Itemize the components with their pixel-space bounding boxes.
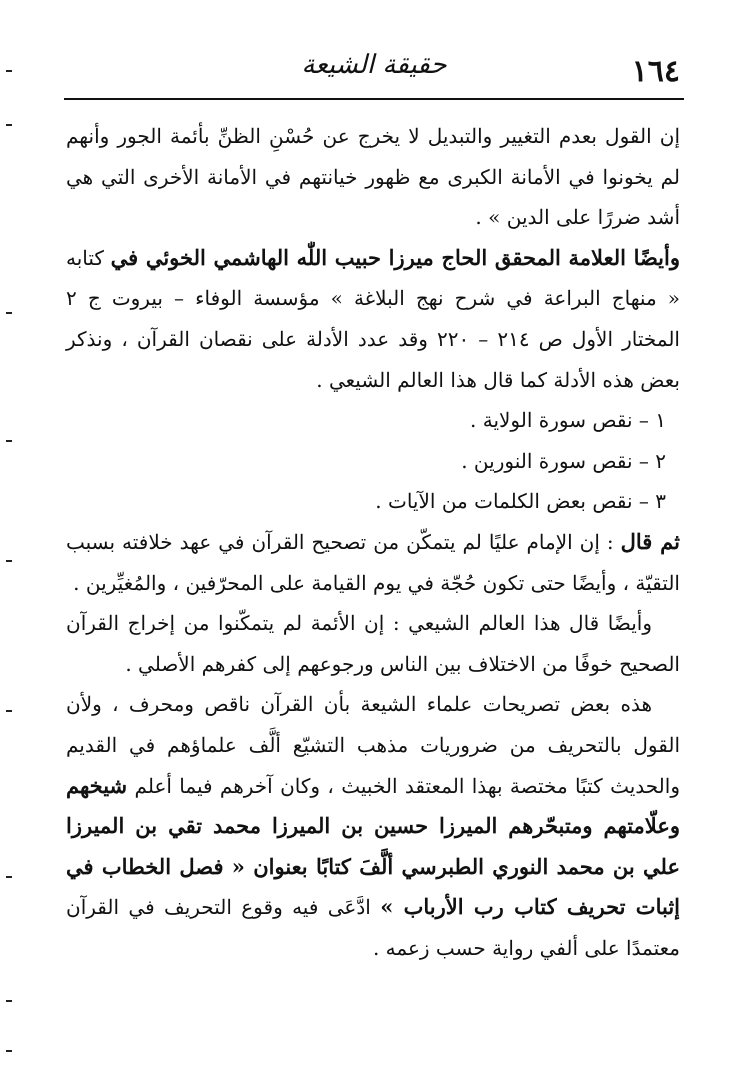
text-run: : إن الإمام عليًا لم يتمكّن من تصحيح القرآن في عهد خلافته بسبب التقيّة ، وأيضًا حتى تكون حُجّة في يوم القيامة على المحرّفين ، والمُغيِّرين . — [66, 529, 680, 595]
text-run: ادَّعَى فيه وقوع التحريف في القرآن معتمدًا على ألفي رواية حسب زعمه . — [66, 895, 680, 960]
list-item — [66, 481, 680, 522]
bold-text-run: وأيضًا العلامة المحقق الحاج ميرزا حبيب اللّٰه الهاشمي الخوئي في — [110, 244, 681, 270]
margin-mark — [6, 1050, 12, 1052]
paragraph — [66, 684, 680, 968]
text-run: إن القول بعدم التغيير والتبديل لا يخرج عن حُسْنِ الظنِّ بأئمة الجور وأنهم لم يخونوا في الأمانة الكبرى مع ظهور خيانتهم في الأمانة الأخرى التي هي أشد ضررًا على الدين » . — [66, 124, 680, 230]
paragraph — [66, 522, 680, 603]
body-text — [66, 116, 680, 968]
text-run: وأيضًا قال هذا العالم الشيعي : إن الأئمة لم يتمكّنوا من إخراج القرآن الصحيح خوفًا من الاختلاف بين الناس ورجوعهم إلى كفرهم الأصلي . — [66, 611, 680, 676]
paragraph — [66, 238, 680, 400]
text-run: كتابه « منهاج البراعة في شرح نهج البلاغة » مؤسسة الوفاء – بيروت ج ٢ المختار الأول ص ٢١٤ – ٢٢٠ وقد عدد الأدلة على نقصان القرآن ، ونذكر بعض هذه الأدلة كما قال هذا العالم الشيعي . — [66, 245, 680, 392]
running-title: حقيقة الشيعة — [301, 50, 447, 80]
margin-mark — [6, 124, 12, 126]
paragraph — [66, 116, 680, 238]
text-run: ١ – نقص سورة الولاية . — [470, 408, 666, 433]
bold-text-run: ثم قال — [620, 528, 680, 554]
margin-mark — [6, 440, 12, 442]
paragraph — [66, 603, 680, 684]
list-item — [66, 441, 680, 482]
margin-mark — [6, 560, 12, 562]
page-number: ١٦٤ — [631, 54, 680, 89]
margin-mark — [6, 312, 12, 314]
margin-mark — [6, 1000, 12, 1002]
list-item — [66, 400, 680, 441]
text-run: ٢ – نقص سورة النورين . — [461, 448, 666, 473]
page-header — [64, 48, 684, 100]
text-run: هذه بعض تصريحات علماء الشيعة بأن القرآن ناقص ومحرف ، ولأن القول بالتحريف من ضروريات مذهب التشيّع ألَّف علماؤهم في القديم والحديث كتبًا مختصة بهذا المعتقد الخبيث ، وكان آخرهم فيما أعلم — [66, 692, 680, 798]
bold-text-run: شيخهم وعلّامتهم ومتبحّرهم الميرزا حسين بن الميرزا محمد تقي بن الميرزا علي بن محمد النوري الطبرسي ألَّفَ كتابًا بعنوان « فصل الخطاب في إثبات تحريف كتاب رب الأرباب » — [66, 772, 680, 920]
text-run: ٣ – نقص بعض الكلمات من الآيات . — [375, 489, 666, 514]
header-divider — [64, 98, 684, 100]
margin-mark — [6, 70, 12, 72]
margin-mark — [6, 710, 12, 712]
margin-mark — [6, 876, 12, 878]
